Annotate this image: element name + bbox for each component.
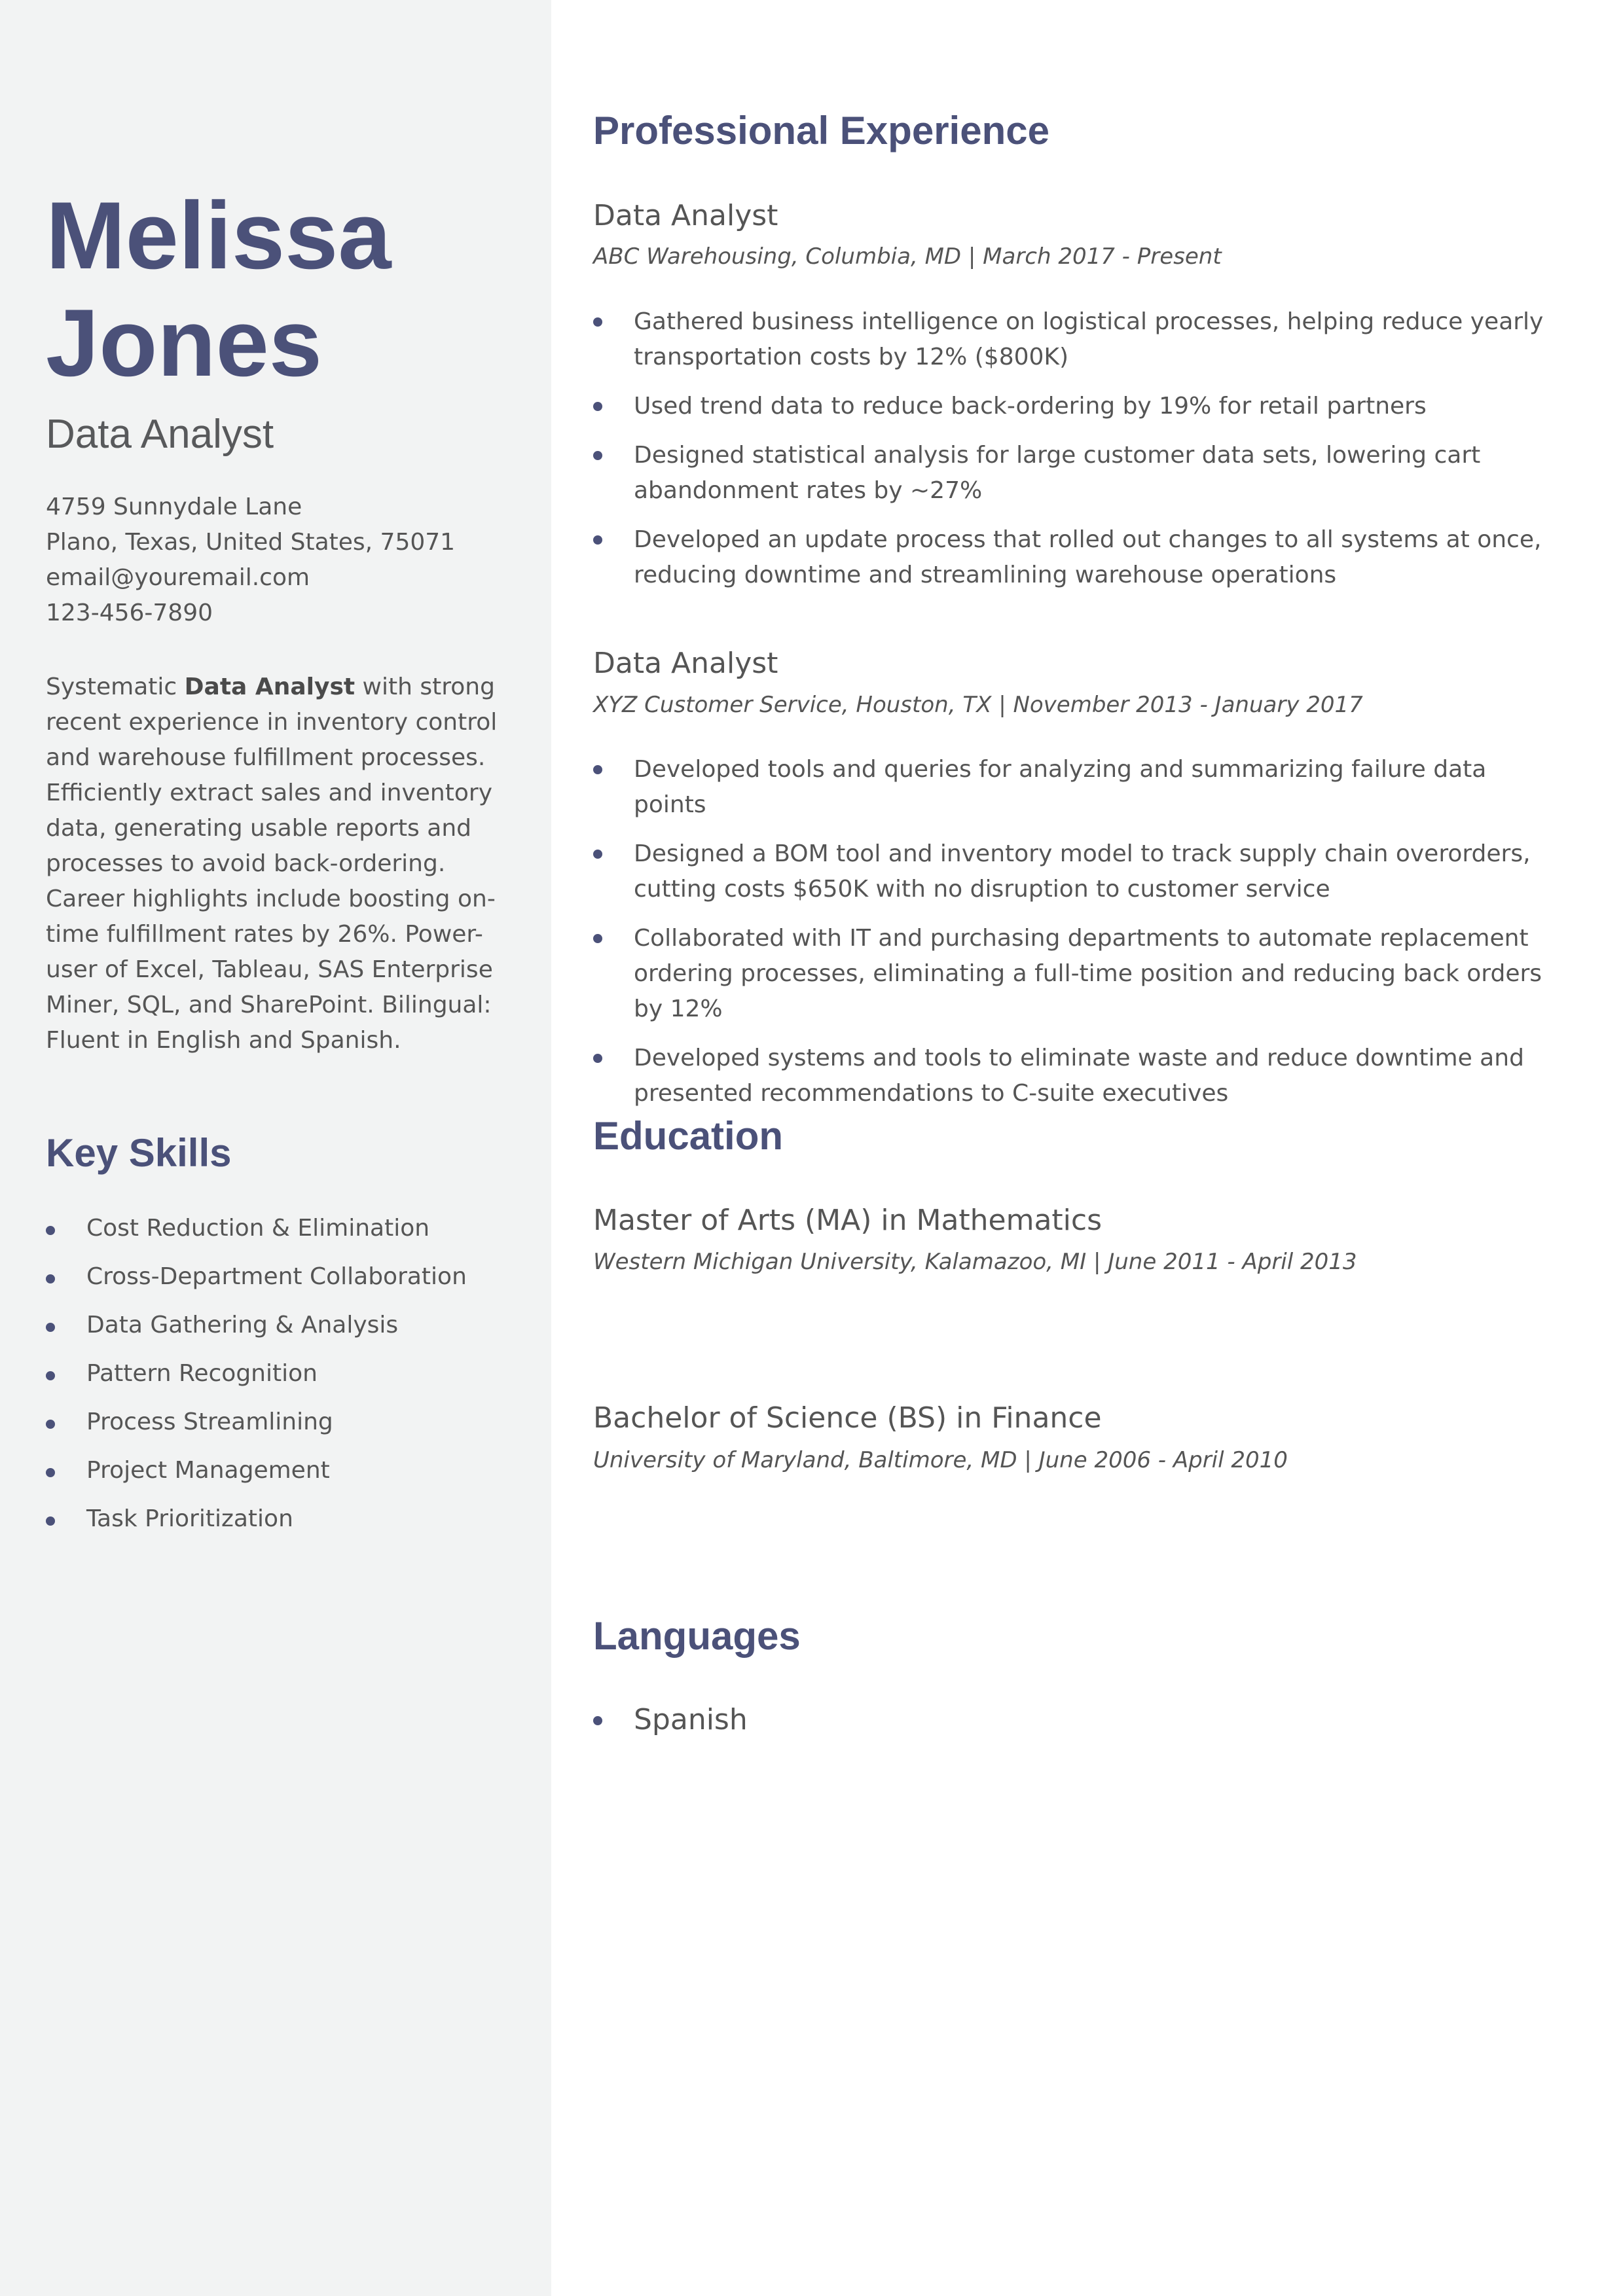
bullet-icon: [593, 317, 602, 327]
bullet-icon: [46, 1323, 55, 1332]
bullet-icon: [593, 1054, 602, 1063]
job-2-title: Data Analyst: [593, 647, 778, 680]
job-bullet-text: Designed statistical analysis for large customer data sets, lowering cart abandonment rates by ~27%: [634, 442, 1481, 504]
address-line-1: 4759 Sunnydale Lane: [46, 493, 302, 520]
education-heading: Education: [593, 1114, 784, 1158]
languages-list: [593, 1700, 1562, 1753]
job-bullet-text: Used trend data to reduce back-ordering by 19% for retail partners: [634, 393, 1427, 420]
job-bullet: [593, 921, 1562, 1027]
summary-prefix: Systematic: [46, 673, 185, 700]
skill-item: [46, 1503, 467, 1552]
job-bullet: [593, 438, 1562, 509]
bullet-icon: [46, 1420, 55, 1429]
candidate-name: [46, 182, 392, 397]
job-1-meta: ABC Warehousing, Columbia, MD | March 2017 - Present: [593, 243, 1222, 270]
bullet-icon: [593, 1716, 602, 1725]
job-title: Data Analyst: [46, 412, 274, 457]
job-bullet: [593, 752, 1562, 823]
job-bullet-text: Gathered business intelligence on logistical processes, helping reduce yearly transportation costs by 12% ($800K): [634, 308, 1544, 370]
job-bullet: [593, 1041, 1562, 1111]
contact-info: [46, 490, 455, 631]
bullet-icon: [593, 402, 602, 411]
job-1-bullets: [593, 304, 1562, 607]
job-bullet-text: Developed tools and queries for analyzing and summarizing failure data points: [634, 756, 1487, 818]
bullet-icon: [46, 1226, 55, 1235]
bullet-icon: [46, 1274, 55, 1283]
bullet-icon: [593, 765, 602, 774]
job-bullet-text: Developed systems and tools to eliminate waste and reduce downtime and presented recommendations to C-suite executives: [634, 1045, 1524, 1107]
degree-2-meta: University of Maryland, Baltimore, MD | June 2006 - April 2010: [593, 1447, 1288, 1473]
bullet-icon: [46, 1468, 55, 1477]
job-1-title: Data Analyst: [593, 199, 778, 232]
skill-item: [46, 1213, 467, 1261]
bullet-icon: [593, 934, 602, 943]
experience-heading: Professional Experience: [593, 109, 1049, 152]
job-bullet-text: Designed a BOM tool and inventory model to track supply chain overorders, cutting costs $650K with no disruption to customer service: [634, 840, 1531, 903]
email: email@youremail.com: [46, 564, 310, 591]
skill-label: Process Streamlining: [86, 1408, 333, 1435]
degree-1-meta: Western Michigan University, Kalamazoo, MI | June 2011 - April 2013: [593, 1249, 1357, 1275]
bullet-icon: [593, 535, 602, 545]
address-line-2: Plano, Texas, United States, 75071: [46, 529, 456, 556]
skill-label: Cost Reduction & Elimination: [86, 1215, 430, 1242]
degree-1-title: Master of Arts (MA) in Mathematics: [593, 1204, 1103, 1237]
skill-item: [46, 1455, 467, 1503]
summary: [46, 670, 505, 1058]
skill-label: Data Gathering & Analysis: [86, 1312, 399, 1338]
summary-rest: with strong recent experience in inventory control and warehouse fulfillment processes. Efficiently extract sales and inventory data, generating usable reports and processes to avoid back-ordering. Career highlights include boosting on-time fulfillment rates by 26%. Power-user of Excel, Tableau, SAS Enterprise Miner, SQL, and SharePoint. Bilingual: Fluent in English and Spanish.: [46, 673, 498, 1054]
key-skills-heading: Key Skills: [46, 1131, 232, 1175]
bullet-icon: [46, 1516, 55, 1526]
job-bullet: [593, 522, 1562, 593]
last-name: Jones: [46, 289, 322, 396]
phone: 123-456-7890: [46, 600, 213, 626]
languages-heading: Languages: [593, 1614, 801, 1658]
skill-item: [46, 1261, 467, 1310]
job-bullet: [593, 304, 1562, 375]
bullet-icon: [593, 850, 602, 859]
first-name: Melissa: [46, 182, 392, 289]
language-item: [593, 1700, 1562, 1740]
skill-item: [46, 1310, 467, 1358]
job-bullet: [593, 836, 1562, 907]
language-label: Spanish: [634, 1703, 748, 1736]
bullet-icon: [593, 451, 602, 460]
skill-label: Cross-Department Collaboration: [86, 1263, 467, 1290]
job-2-meta: XYZ Customer Service, Houston, TX | November 2013 - January 2017: [593, 692, 1363, 718]
skill-label: Pattern Recognition: [86, 1360, 318, 1387]
job-bullet-text: Collaborated with IT and purchasing departments to automate replacement ordering processes, eliminating a full-time position and reducing back orders by 12%: [634, 925, 1542, 1022]
bullet-icon: [46, 1371, 55, 1380]
skill-label: Task Prioritization: [86, 1505, 293, 1532]
skill-label: Project Management: [86, 1457, 330, 1484]
degree-2-title: Bachelor of Science (BS) in Finance: [593, 1401, 1102, 1435]
job-bullet-text: Developed an update process that rolled out changes to all systems at once, reducing downtime and streamlining warehouse operations: [634, 526, 1542, 588]
job-2-bullets: [593, 752, 1562, 1125]
skill-item: [46, 1407, 467, 1455]
summary-emphasis: Data Analyst: [184, 673, 356, 700]
job-bullet: [593, 389, 1562, 424]
skill-item: [46, 1358, 467, 1407]
skills-list: [46, 1213, 467, 1552]
